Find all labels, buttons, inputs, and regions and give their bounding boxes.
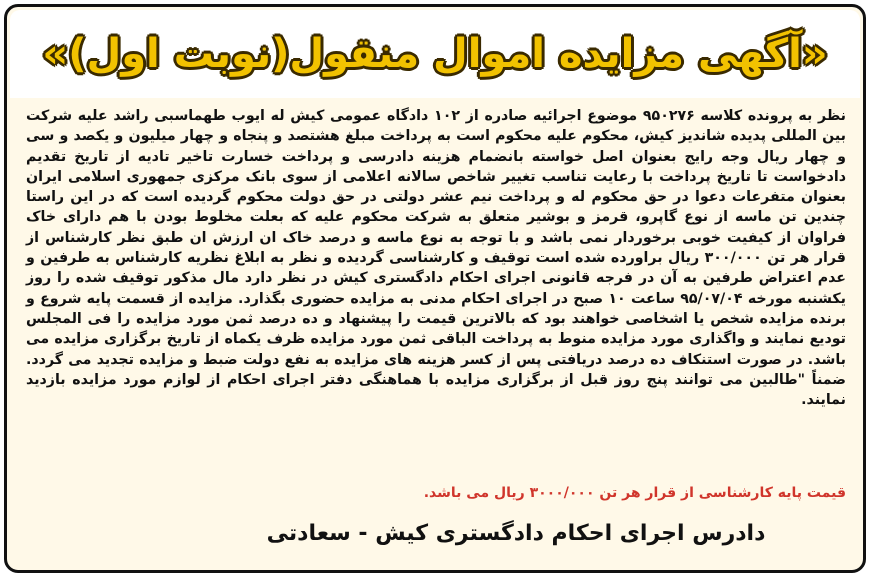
notice-body: نظر به پرونده کلاسه ۹۵۰۲۷۶ موضوع اجرائیه صادره از ۱۰۲ دادگاه عمومی کیش له ایوب طهماسبی راشد علیه شرکت بین المللی پدیده شاندیز کیش، محکوم علیه محکوم است به پرداخت مبلغ هشتصد و پنجاه و چهار میلیون و یکصد و سی و چهار ریال وجه رایج بعنوان اصل خواسته بانضمام هزینه دادرسی و پرداخت خسارت تاخیر تادیه از تاریخ تقدیم دادخواست تا تاریخ پرداخت با رعایت تناسب تغییر شاخص سالانه اعلامی از سوی بانک مرکزی جمهوری اسلامی ایران بعنوان متفرعات دعوا در حق محکوم له و پرداخت نیم عشر دولتی در حق دولت محکوم گردیده است که در این راستا چندین تن ماسه از نوع گاپرو، قرمز و بوشیر متعلق به شرکت محکوم علیه که بعلت مخلوط بودن با هم دارای خاک فراوان از کیفیت خوبی برخوردار نمی باشد و با توجه به نوع ماسه و درصد خاک ان ارزش ان طبق نظر کارشناس از قرار هر تن ۳۰۰/۰۰۰ ریال براورده شده است توقیف و کارشناسی گردیده و نظر به ابلاغ نظریه کارشناس به طرفین و عدم اعتراض طرفین به آن در فرجه قانونی اجرای احکام دادگستری کیش در نظر دارد مال مذکور توقیف شده را روز یکشنبه مورخه ۹۵/۰۷/۰۴ ساعت ۱۰ صبح در اجرای احکام مدنی به مزایده حضوری بگذارد. مزایده از قسمت پایه شروع و برنده مزایده شخص یا اشخاصی خواهند بود که بالاترین قیمت را پیشنهاد و ده درصد ثمن مورد مزایده را فی المجلس تودیع نمایند و واگذاری مورد مزایده منوط به پرداخت الباقی ثمن مورد مزایده ظرف یکماه از تاریخ برگزاری مزایده می باشد. در صورت استنکاف ده درصد دریافتی پس از کسر هزینه های مزایده به نفع دولت ضبط و مزایده تجدید می گردد. ضمناً "طالبین می توانند پنج روز قبل از برگزاری مزایده با هماهنگی دفتر اجرای احکام از لوازم مورد مزایده بازدید نمایند. — [26, 108, 846, 409]
price-note: قیمت پایه کارشناسی از قرار هر تن ۳۰۰۰/۰۰۰ ریال می باشد. — [423, 485, 846, 501]
title-band — [10, 10, 860, 98]
notice-title: «آگهی مزایده اموال منقول(نوبت اول)» — [42, 31, 828, 77]
signature-line: دادرس اجرای احکام دادگستری کیش - سعادتی — [266, 521, 766, 546]
